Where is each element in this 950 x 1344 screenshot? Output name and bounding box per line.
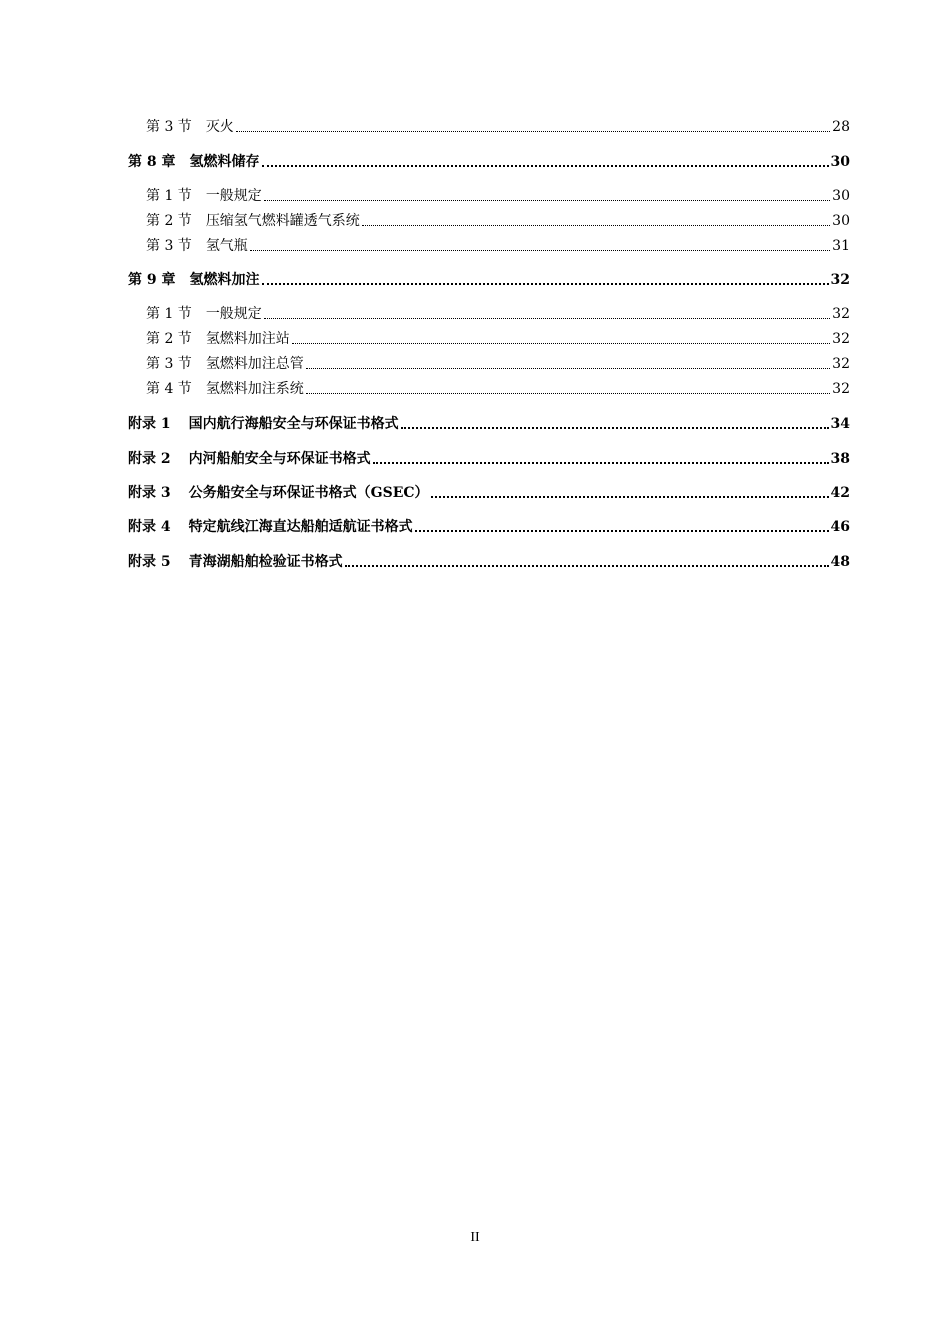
toc-entry-title: 第 4 节 氢燃料加注系统 [146,381,304,397]
toc-entry-section[interactable] [146,376,850,398]
toc-entry-title: 第 9 章 氢燃料加注 [128,272,260,288]
leader-dots [362,225,830,226]
toc-entry-title: 第 3 节 氢燃料加注总管 [146,356,304,372]
toc-entry-title: 附录 1 国内航行海船安全与环保证书格式 [128,416,399,432]
toc-page-number: 30 [832,188,850,204]
toc-page-number: 30 [832,213,850,229]
toc-entry-section[interactable] [146,208,850,230]
leader-dots [401,427,829,429]
leader-dots [264,200,830,201]
toc-entry-appendix-3[interactable] [128,480,850,502]
toc-entry-title: 第 1 节 一般规定 [146,188,262,204]
toc-page-number: 34 [830,416,850,432]
leader-dots [306,393,830,394]
toc-entry-title: 附录 4 特定航线江海直达船舶适航证书格式 [128,519,413,535]
toc-entry-section[interactable] [146,233,850,255]
toc-entry-section-fire-extinguishing[interactable] [146,114,850,136]
leader-dots [264,318,830,319]
toc-entry-appendix-4[interactable] [128,514,850,536]
page-number-footer: II [470,1230,480,1245]
toc-page-number: 32 [832,356,850,372]
toc-page-number: 42 [830,485,850,501]
toc-page-number: 32 [832,381,850,397]
toc-entry-title: 附录 3 公务船安全与环保证书格式（GSEC） [128,485,429,501]
leader-dots [236,131,830,132]
toc-page-number: 38 [830,451,850,467]
toc-entry-appendix-1[interactable] [128,411,850,433]
toc-entry-title: 第 2 节 氢燃料加注站 [146,331,290,347]
toc-page-number: 30 [830,154,850,170]
toc-page-number: 48 [830,554,850,570]
toc-entry-appendix-2[interactable] [128,446,850,468]
toc-entry-chapter-8[interactable] [128,149,850,171]
toc-page-number: 46 [830,519,850,535]
toc-entry-title: 第 3 节 灭火 [146,119,234,135]
toc-page-number: 32 [830,272,850,288]
leader-dots [292,343,830,344]
leader-dots [431,496,829,498]
toc-entry-chapter-9[interactable] [128,267,850,289]
leader-dots [415,530,829,532]
toc-page-number: 31 [832,238,850,254]
toc-entry-section[interactable] [146,326,850,348]
leader-dots [250,250,830,251]
toc-entry-section[interactable] [146,183,850,205]
toc-entry-title: 第 3 节 氢气瓶 [146,238,248,254]
toc-entry-title: 第 1 节 一般规定 [146,306,262,322]
leader-dots [373,462,829,464]
toc-entry-section[interactable] [146,301,850,323]
toc-page-number: 32 [832,331,850,347]
toc-entry-appendix-5[interactable] [128,549,850,571]
toc-page-number: 32 [832,306,850,322]
toc-entry-section[interactable] [146,351,850,373]
leader-dots [306,368,830,369]
leader-dots [262,165,829,167]
toc-entry-title: 第 2 节 压缩氢气燃料罐透气系统 [146,213,360,229]
toc-entry-title: 附录 5 青海湖船舶检验证书格式 [128,554,343,570]
leader-dots [345,565,829,567]
leader-dots [262,283,829,285]
toc-entry-title: 附录 2 内河船舶安全与环保证书格式 [128,451,371,467]
toc-page-number: 28 [832,119,850,135]
toc-entry-title: 第 8 章 氢燃料储存 [128,154,260,170]
